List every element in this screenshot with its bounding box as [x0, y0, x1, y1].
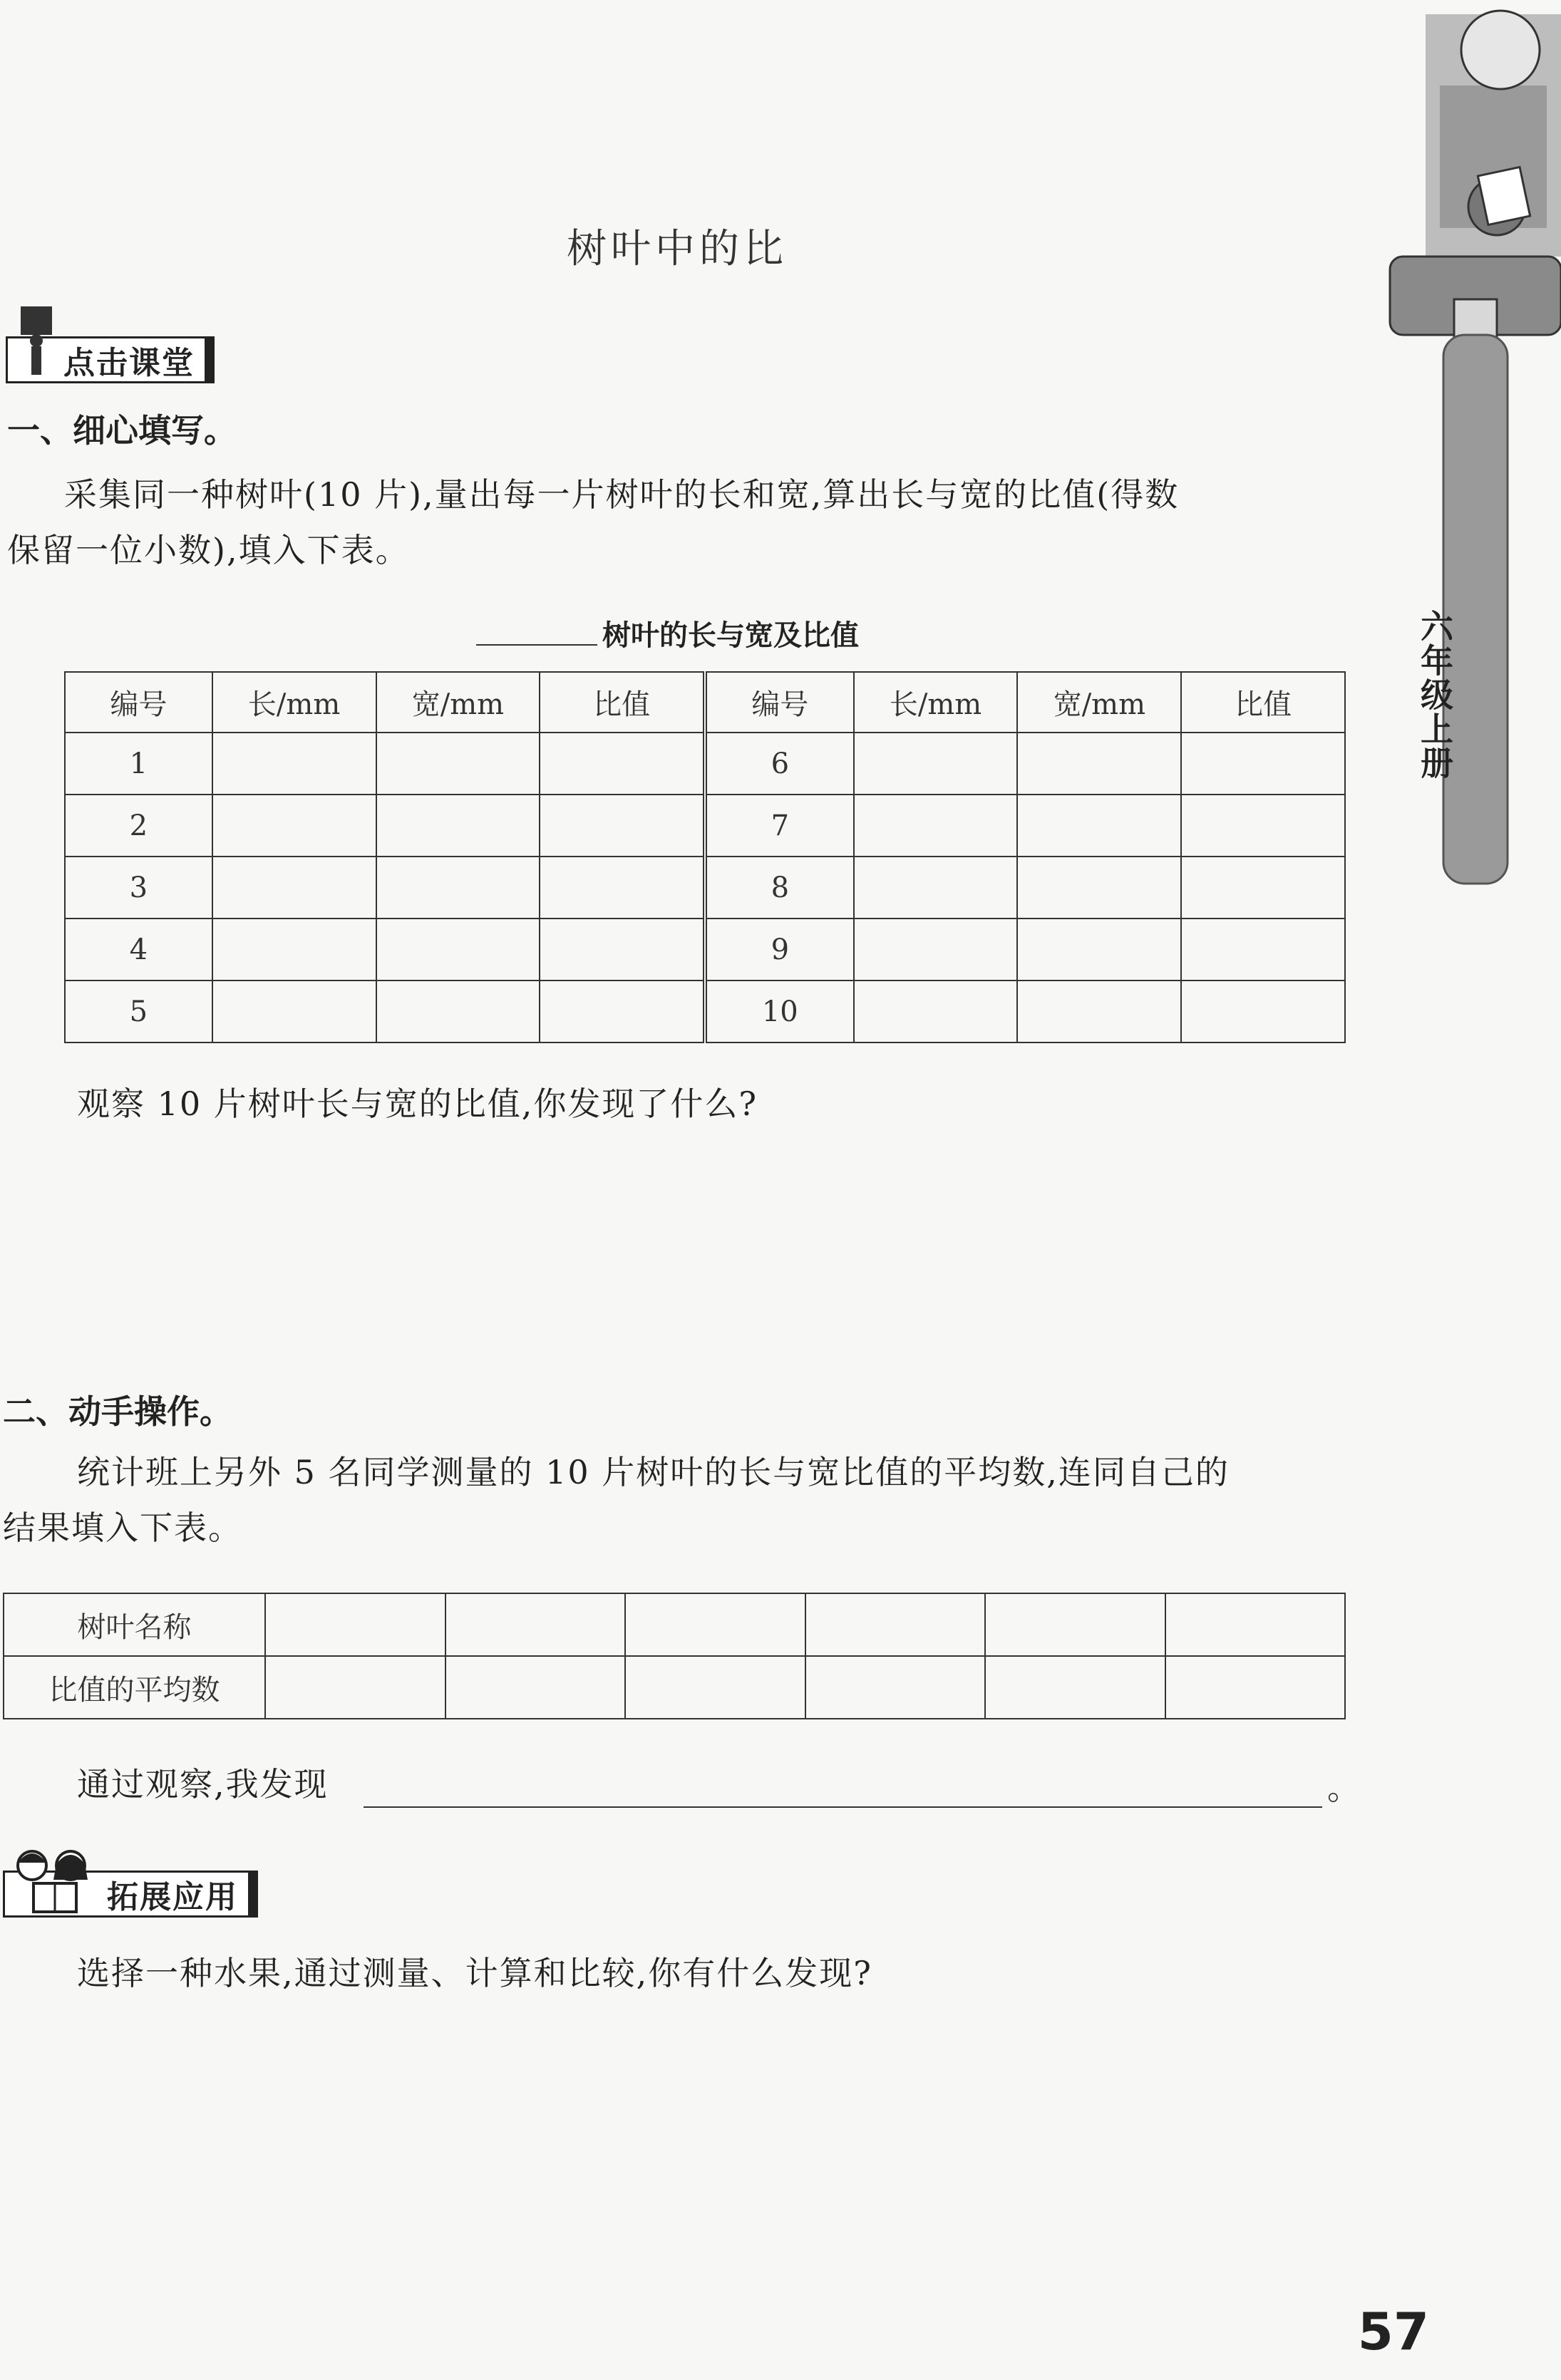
conclusion-prefix: 通过观察,我发现 [77, 1765, 329, 1804]
header-ratio: 比值 [1181, 672, 1345, 733]
header-ratio: 比值 [540, 672, 705, 733]
section-banner-extension [3, 1871, 258, 1918]
teacher-icon [8, 338, 58, 381]
row-id: 10 [705, 981, 854, 1042]
section1-para-line2: 保留一位小数),填入下表。 [7, 531, 410, 569]
page-title: 树叶中的比 [567, 226, 788, 272]
header-length: 长/mm [854, 672, 1018, 733]
grade-label: 六年级上册 [1416, 609, 1454, 780]
table-row [65, 795, 1345, 857]
corner-illustration [1376, 0, 1561, 898]
header-width: 宽/mm [1017, 672, 1181, 733]
header-length: 长/mm [212, 672, 376, 733]
table-row [65, 919, 1345, 981]
table-row [65, 981, 1345, 1042]
section2-para-line1: 统计班上另外 5 名同学测量的 10 片树叶的长与宽比值的平均数,连同自己的 [77, 1453, 1230, 1491]
banner-label: 拓展应用 [107, 1879, 238, 1915]
table-row [4, 1593, 1345, 1656]
table-row [65, 733, 1345, 795]
section2-para-line2: 结果填入下表。 [3, 1509, 242, 1547]
row-id: 5 [65, 981, 212, 1042]
section1-question: 观察 10 片树叶长与宽的比值,你发现了什么? [77, 1085, 758, 1123]
conclusion-blank[interactable] [364, 1806, 1322, 1808]
table-caption: 树叶的长与宽及比值 [602, 619, 859, 652]
row-id: 8 [705, 857, 854, 919]
average-ratio-table [3, 1593, 1346, 1719]
banner-label: 点击课堂 [63, 345, 195, 381]
section-banner-class [6, 336, 215, 383]
row-id: 7 [705, 795, 854, 857]
section1-para-line1: 采集同一种树叶(10 片),量出每一片树叶的长和宽,算出长与宽的比值(得数 [64, 475, 1180, 514]
row-id: 2 [65, 795, 212, 857]
section1-heading: 一、细心填写。 [7, 411, 237, 450]
row-id: 4 [65, 919, 212, 981]
header-width: 宽/mm [376, 672, 540, 733]
page-number: 57 [1357, 2302, 1429, 2361]
table-row [65, 857, 1345, 919]
reading-kids-icon [5, 1873, 101, 1915]
row-id: 9 [705, 919, 854, 981]
leaf-ratio-table [64, 671, 1346, 1043]
section3-question: 选择一种水果,通过测量、计算和比较,你有什么发现? [77, 1954, 872, 1992]
caption-blank [476, 644, 597, 646]
conclusion-suffix: 。 [1327, 1769, 1361, 1807]
header-id: 编号 [65, 672, 212, 733]
row-label-leaf-name: 树叶名称 [4, 1593, 265, 1656]
header-id: 编号 [705, 672, 854, 733]
row-id: 6 [705, 733, 854, 795]
row-label-average: 比值的平均数 [4, 1656, 265, 1719]
row-id: 1 [65, 733, 212, 795]
table-row [4, 1656, 1345, 1719]
section2-heading: 二、动手操作。 [3, 1392, 232, 1431]
row-id: 3 [65, 857, 212, 919]
